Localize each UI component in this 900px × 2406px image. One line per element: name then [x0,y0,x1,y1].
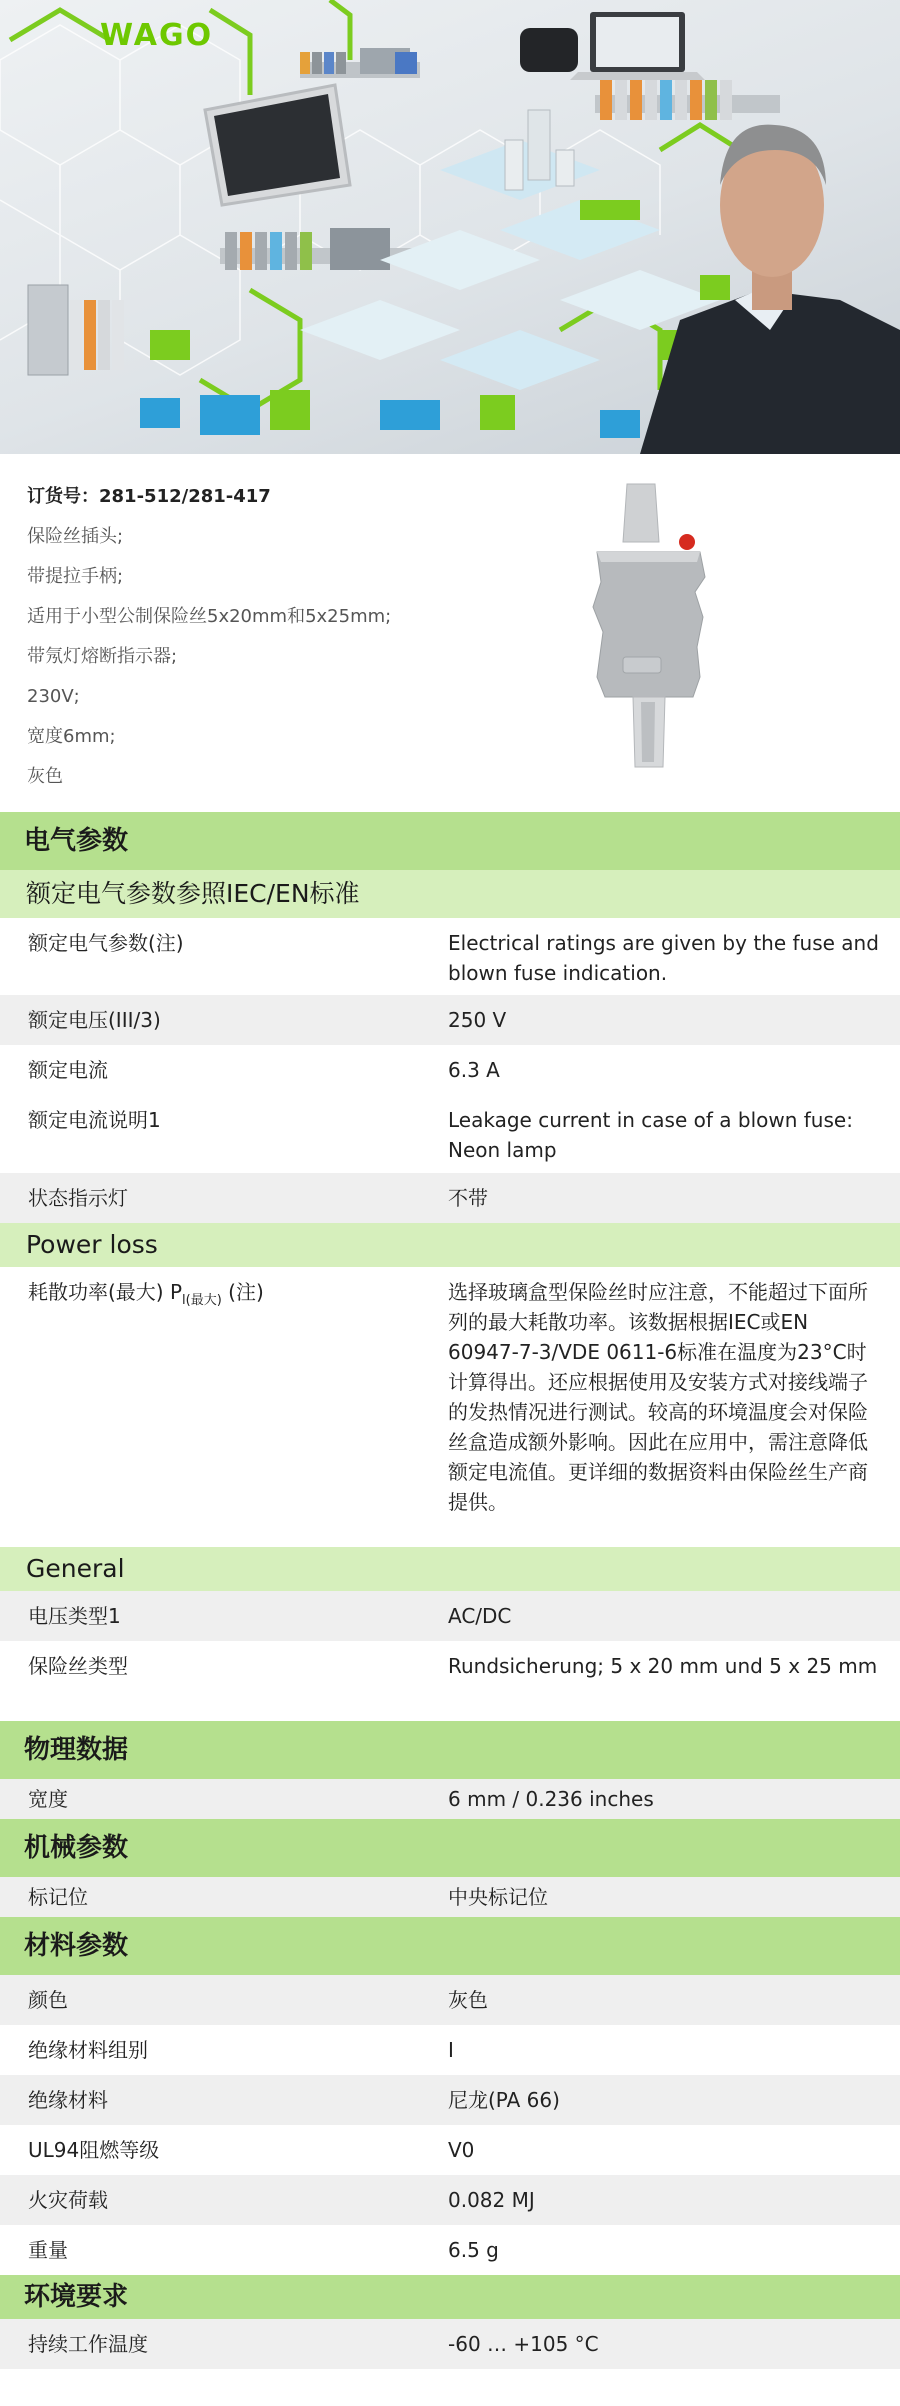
row-value: Rundsicherung; 5 x 20 mm und 5 x 25 mm [448,1654,878,1678]
table-row [0,1641,900,1721]
feature-item: 宽度6mm; [27,726,116,747]
table-row [0,2319,900,2369]
table-row [0,2075,900,2125]
row-value: 选择玻璃盒型保险丝时应注意，不能超过下面所列的最大耗散功率。该数据根据IEC或EN 60947-7-3/VDE 0611-6标准在温度为23°C时计算得出。还应根据使用及安装方式对接线端子的发热情况进行测试。较高的环境温度会对保险丝盒造成额外影响。因此在应用中，需注意降低额定电流值。更详细的数据资料由保险丝生产商提供。 [448,1280,868,1514]
feature-item: 适用于小型公制保险丝5x20mm和5x25mm; [27,606,392,627]
table-row [0,1045,900,1095]
hero-banner [0,0,900,454]
product-intro [0,454,900,812]
row-label: 保险丝类型 [28,1654,128,1678]
row-label: UL94阻燃等级 [28,2138,160,2162]
subsection-general: General [0,1547,900,1591]
row-value: 不带 [448,1186,488,1210]
section-material: 材料参数 [0,1917,900,1975]
row-value: 250 V [448,1008,507,1032]
table-row [0,2125,900,2175]
row-value: V0 [448,2138,475,2162]
table-row [0,1591,900,1641]
row-label: 额定电流说明1 [28,1108,161,1132]
power-loss-label: 耗散功率(最大) P [28,1280,183,1304]
power-loss-note: (注) [221,1280,264,1304]
table-row [0,1877,900,1917]
section-physical: 物理数据 [0,1721,900,1779]
row-value: 6.5 g [448,2238,499,2262]
row-value: -60 … +105 °C [448,2332,599,2356]
table-row [0,1173,900,1223]
feature-item: 带氖灯熔断指示器; [27,646,178,667]
row-label: 额定电流 [28,1058,108,1082]
table-row [0,1095,900,1173]
feature-item: 保险丝插头; [27,526,124,547]
row-label: 额定电压(III/3) [28,1008,161,1032]
row-label: 额定电气参数(注) [28,931,184,955]
row-label: 颜色 [28,1988,68,2012]
row-label: 火灾荷载 [28,2188,108,2212]
product-description [27,484,547,804]
table-row [0,1267,900,1547]
row-label: 重量 [28,2238,68,2262]
feature-item: 带提拉手柄; [27,566,124,587]
feature-item: 灰色 [27,766,63,787]
section-environment: 环境要求 [0,2275,900,2319]
table-row [0,995,900,1045]
wago-logo: WAGO [100,18,214,53]
row-value: 0.082 MJ [448,2188,535,2212]
row-label: 宽度 [28,1787,68,1811]
row-value: 6.3 A [448,1058,500,1082]
row-label: 电压类型1 [28,1604,121,1628]
feature-item: 230V; [27,686,80,707]
row-value: Leakage current in case of a blown fuse: Neon lamp [448,1108,853,1162]
row-label: 绝缘材料 [28,2088,108,2112]
row-label: 绝缘材料组别 [28,2038,148,2062]
row-value: AC/DC [448,1604,512,1628]
row-value: Electrical ratings are given by the fuse and blown fuse indication. [448,931,879,985]
subsection-power-loss: Power loss [0,1223,900,1267]
row-value: I [448,2038,454,2062]
table-row [0,2225,900,2275]
order-number: 订货号：281-512/281-417 [27,486,271,507]
row-label [0,1267,448,1547]
table-row [0,1779,900,1819]
row-value: 中央标记位 [448,1885,548,1909]
subsection-iec-ratings: 额定电气参数参照IEC/EN标准 [0,870,900,918]
row-value: 6 mm / 0.236 inches [448,1787,654,1811]
section-mechanical: 机械参数 [0,1819,900,1877]
section-electrical: 电气参数 [0,812,900,870]
spec-table [0,812,900,2369]
power-loss-subscript: l(最大) [182,1293,222,1308]
row-label: 状态指示灯 [28,1186,128,1210]
row-value: 灰色 [448,1988,488,2012]
table-row [0,2175,900,2225]
row-label: 持续工作温度 [28,2332,148,2356]
fuse-plug-image [575,482,725,782]
table-row [0,2025,900,2075]
banner-illustration [0,0,900,454]
table-row [0,918,900,995]
row-value: 尼龙(PA 66) [448,2088,560,2112]
table-row [0,1975,900,2025]
row-label: 标记位 [28,1885,88,1909]
